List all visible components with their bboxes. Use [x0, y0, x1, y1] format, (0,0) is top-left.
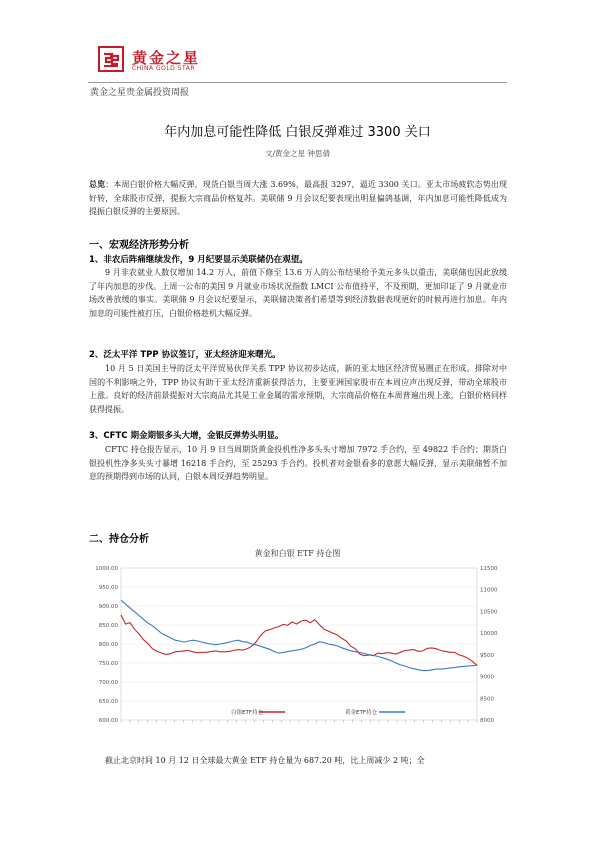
brand-logo	[98, 46, 208, 76]
etf-holdings-chart	[89, 560, 507, 750]
section-heading-positions: 二、持仓分析	[89, 534, 149, 545]
left-axis-tick-label: 650.00	[98, 699, 118, 705]
legend-label-gold: 黄金ETF持仓	[345, 710, 377, 716]
left-axis-tick-label: 900.00	[98, 604, 118, 610]
header-divider	[88, 82, 507, 83]
right-axis-tick-label: 8500	[480, 696, 494, 703]
brand-name: 黄金之星	[132, 49, 201, 67]
article-byline: 文/黄金之星 钟思倩	[265, 149, 330, 158]
right-axis-tick-label: 10500	[480, 609, 498, 616]
right-axis-tick-label: 9500	[480, 652, 494, 659]
gold-etf-series-line	[121, 600, 477, 670]
legend-label-silver: 白银ETF持仓	[231, 710, 263, 716]
summary-text: ：本周白银价格大幅反弹，现货白银当周大涨 3.69%，最高报 3297，逼近 3300 关口。亚太市场疲软态势出现好转，全球股市反弹，提振大宗商品价格复苏。美联储 9 月会议纪要表现出明显偏鸽基调，年内加息可能性降低成为提振白银反弹的主要原因。	[89, 180, 507, 217]
gold-star-logo-icon	[98, 46, 124, 72]
subheading-nonfarm: 1、非农后阵痛继续发作，9 月纪要显示美联储仍在观望。	[89, 255, 308, 265]
right-axis-tick-label: 11000	[480, 587, 498, 594]
left-axis-tick-label: 800.00	[98, 642, 118, 648]
subheading-cftc: 3、CFTC 期金期银多头大增，金银反弹势头明显。	[89, 431, 284, 441]
right-axis-tick-label: 11500	[480, 566, 498, 572]
paragraph-etf-holdings: 截止北京时间 10 月 12 日全球最大黄金 ETF 持仓量为 687.20 吨，比上周减少 2 吨；全	[105, 756, 425, 765]
paragraph-tpp: 10 月 5 日美国主导的泛太平洋贸易伙伴关系 TPP 协议初步达成，新的亚太地区经济贸易圈正在形成。排除对中国的不利影响之外，TPP 协议有助于亚太经济重新获得活力，主要亚洲国家股市在本周应声出现反弹，带动全球股市上涨。良好的经济前景提振对大宗商品尤其是工业金属的需求预期，大宗商品价格在本周普遍出现上涨，白银价格同样获得提振。	[89, 364, 507, 414]
left-axis-tick-label: 950.00	[98, 585, 118, 591]
chart-title: 黄金和白银 ETF 持仓图	[254, 549, 341, 558]
article-title: 年内加息可能性降低 白银反弹难过 3300 关口	[164, 125, 431, 140]
left-axis-tick-label: 1000.00	[95, 566, 118, 572]
right-axis-tick-label: 8000	[480, 718, 494, 724]
right-axis-tick-label: 10000	[480, 631, 498, 638]
left-axis-tick-label: 750.00	[98, 661, 118, 667]
left-axis-tick-label: 850.00	[98, 623, 118, 629]
report-series-name: 黄金之星贵金属投资周报	[90, 88, 190, 98]
section-heading-macro: 一、宏观经济形势分析	[89, 240, 189, 251]
subheading-tpp: 2、泛太平洋 TPP 协议签订，亚太经济迎来曙光。	[89, 350, 281, 360]
left-axis-tick-label: 600.00	[98, 718, 118, 724]
summary-paragraph	[89, 178, 507, 219]
brand-name-en: CHINA GOLD STAR	[132, 65, 195, 72]
summary-label: 总览	[89, 180, 106, 189]
left-axis-tick-label: 700.00	[98, 680, 118, 686]
right-axis-tick-label: 9000	[480, 674, 494, 681]
paragraph-nonfarm: 9 月非农就业人数仅增加 14.2 万人，前值下修至 13.6 万人的公布结果给予美元多头以重击，美联储也因此放缓了年内加息的步伐。上周一公布的美国 9 月就业市场状况指数 LMCI 公布值持平，不及预期，更加印证了 9 月就业市场改善放缓的事实。美联储 9 月会议纪要显示，美联储决策者们希望等到经济数据表现更好的时候再进行加息。年内加息的可能性被打压，白银价格趁机大幅反弹。	[89, 268, 507, 318]
paragraph-cftc: CFTC 持仓报告显示，10 月 9 日当周期货黄金投机性净多头头寸增加 7972 手合约，至 49822 手合约；期货白银投机性净多头头寸暴增 16218 手合约，至 25293 手合约。投机者对金银看多的意愿大幅反弹，显示美联储暂不加息的预期得到市场的认同，白银本周反弹趋势明显。	[89, 445, 507, 482]
